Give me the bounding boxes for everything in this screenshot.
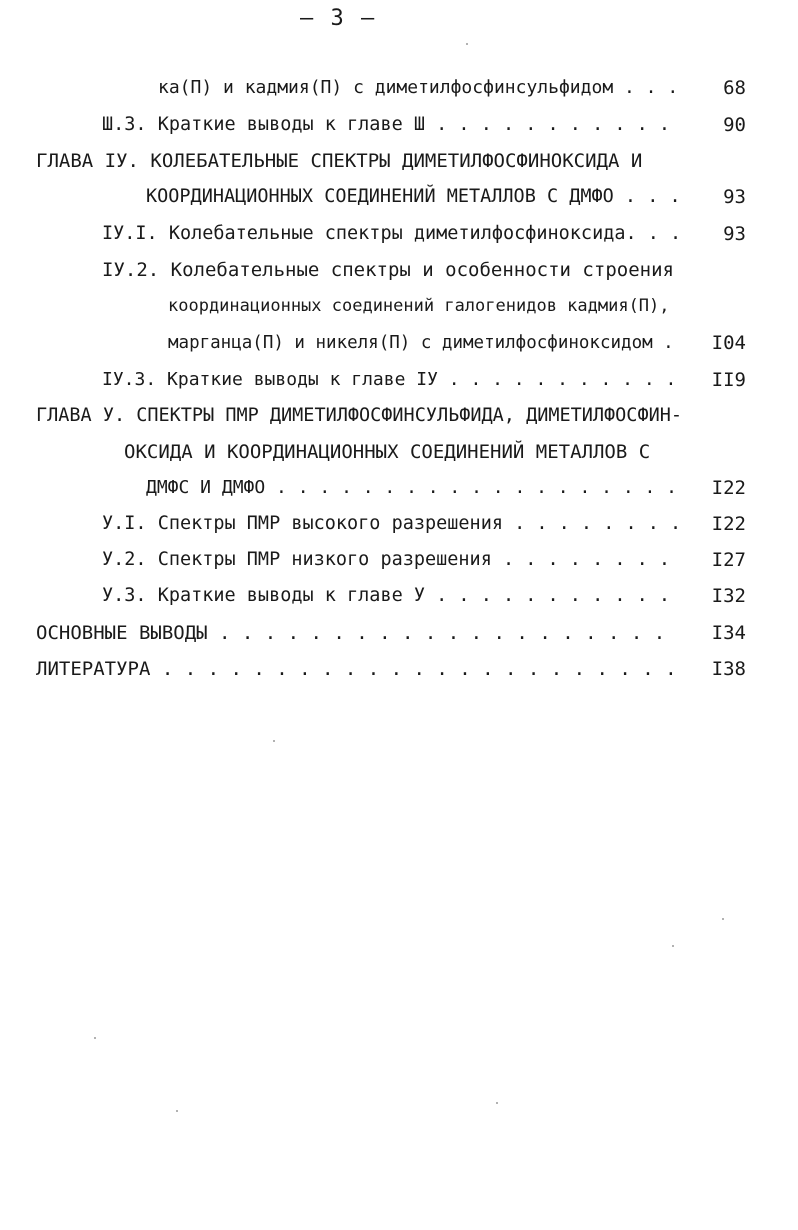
toc-entry-page: I04 bbox=[711, 332, 746, 354]
toc-entry-page: I22 bbox=[711, 513, 746, 535]
toc-entry-text: У.2. Спектры ПМР низкого разрешения . . . . . . . . bbox=[102, 549, 671, 570]
toc-entry-page: I38 bbox=[711, 658, 746, 680]
scan-speck bbox=[273, 740, 275, 742]
toc-entry-text: У.I. Спектры ПМР высокого разрешения . . . . . . . . bbox=[102, 513, 682, 534]
scan-speck bbox=[672, 945, 674, 947]
toc-entry-text: ДМФС И ДМФО . . . . . . . . . . . . . . . . . . . bbox=[146, 477, 678, 498]
toc-entry-text: ГЛАВА IУ. КОЛЕБАТЕЛЬНЫЕ СПЕКТРЫ ДИМЕТИЛФОСФИНОКСИДА И bbox=[36, 150, 643, 172]
toc-entry-text: ГЛАВА У. СПЕКТРЫ ПМР ДИМЕТИЛФОСФИНСУЛЬФИДА, ДИМЕТИЛФОСФИН- bbox=[36, 405, 683, 426]
toc-entry-page: I34 bbox=[711, 622, 746, 644]
toc-entry-page: 93 bbox=[723, 186, 746, 208]
toc-entry-text: У.3. Краткие выводы к главе У . . . . . . . . . . . bbox=[102, 585, 671, 606]
toc-entry-text: ЛИТЕРАТУРА . . . . . . . . . . . . . . . . . . . . . . . bbox=[36, 658, 677, 680]
scan-speck bbox=[722, 918, 724, 920]
scan-speck bbox=[496, 1102, 498, 1104]
toc-entry-text: ка(П) и кадмия(П) с диметилфосфинсульфидом . . . bbox=[158, 77, 679, 98]
toc-entry-text: IУ.I. Колебательные спектры диметилфосфиноксида. . . bbox=[102, 223, 682, 244]
toc-entry-text: ОКСИДА И КООРДИНАЦИОННЫХ СОЕДИНЕНИЙ МЕТАЛЛОВ С bbox=[124, 441, 651, 463]
toc-entry-page: 93 bbox=[723, 223, 746, 245]
toc-entry-page: II9 bbox=[711, 369, 746, 391]
toc-entry-page: I22 bbox=[711, 477, 746, 499]
toc-entry-page: I27 bbox=[711, 549, 746, 571]
toc-entry-text: КООРДИНАЦИОННЫХ СОЕДИНЕНИЙ МЕТАЛЛОВ С ДМФО . . . bbox=[146, 186, 681, 207]
page-number: – 3 – bbox=[300, 6, 377, 31]
scan-speck bbox=[466, 43, 468, 45]
toc-entry-text: IУ.2. Колебательные спектры и особенности строения bbox=[102, 259, 674, 281]
toc-entry-text: Ш.3. Краткие выводы к главе Ш . . . . . . . . . . . bbox=[102, 114, 671, 135]
toc-entry-text: марганца(П) и никеля(П) с диметилфосфиноксидом . bbox=[168, 333, 674, 353]
toc-entry-page: 68 bbox=[723, 77, 746, 99]
scan-speck bbox=[94, 1037, 96, 1039]
toc-entry-text: координационных соединений галогенидов кадмия(П), bbox=[168, 296, 670, 316]
toc-entry-page: I32 bbox=[711, 585, 746, 607]
scan-speck bbox=[176, 1110, 178, 1112]
toc-entry-text: IУ.3. Краткие выводы к главе IУ . . . . . . . . . . . bbox=[102, 369, 677, 390]
toc-entry-text: ОСНОВНЫЕ ВЫВОДЫ . . . . . . . . . . . . . . . . . . . . bbox=[36, 622, 666, 644]
toc-entry-page: 90 bbox=[723, 114, 746, 136]
